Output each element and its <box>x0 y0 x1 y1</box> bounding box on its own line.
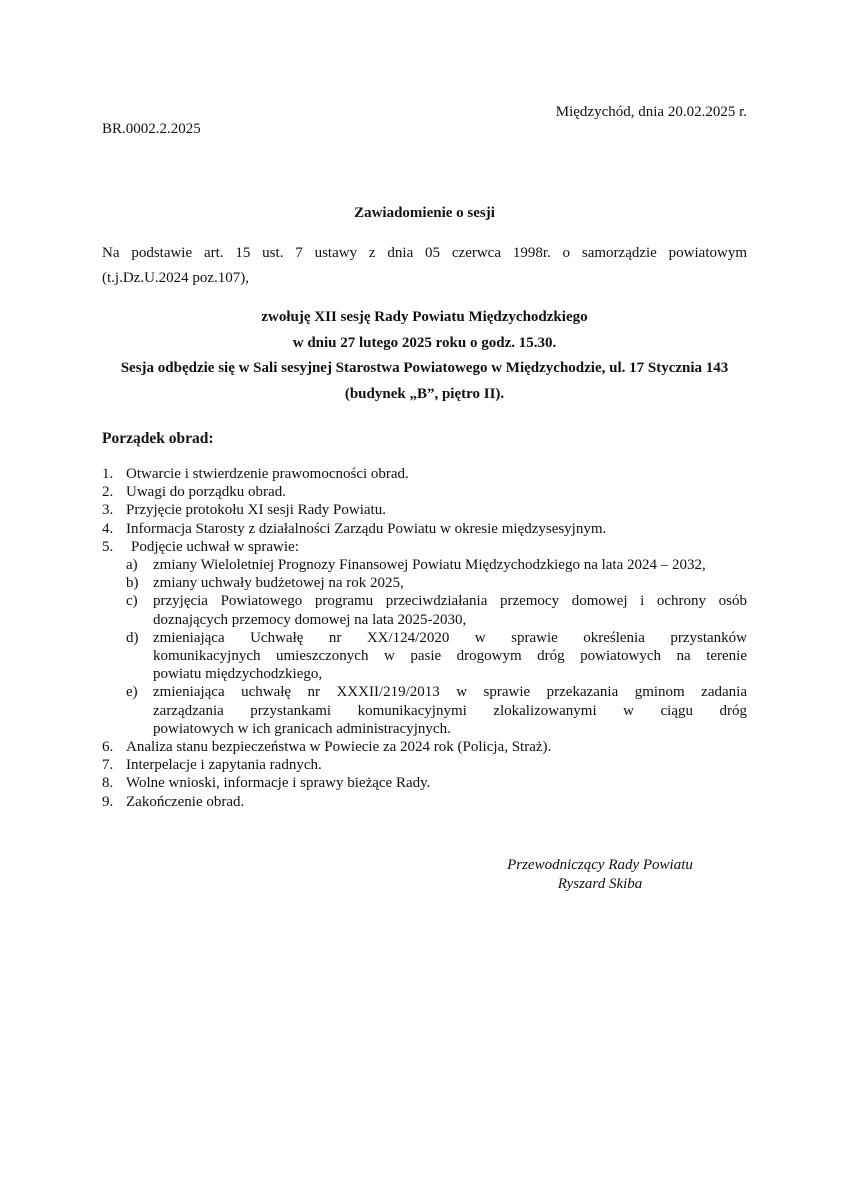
agenda-item <box>102 538 747 738</box>
legal-basis-line: Na podstawie art. 15 ust. 7 ustawy z dnia 05 czerwca 1998r. o samorządzie powiatowym <box>102 245 747 261</box>
agenda-item-number: 8. <box>102 775 114 792</box>
agenda-heading: Porządek obrad: <box>102 430 214 447</box>
session-convocation <box>60 305 789 407</box>
agenda-item-text: Analiza stanu bezpieczeństwa w Powiecie za 2024 rok (Policja, Straż). <box>126 739 552 756</box>
resolution-subitem <box>126 629 747 684</box>
subitem-letter: c) <box>126 593 138 610</box>
agenda-item <box>102 520 747 538</box>
resolution-subitem <box>126 574 747 592</box>
signatory-role: Przewodniczący Rady Powiatu <box>507 857 693 873</box>
subitem-text: zarządzania przystankami komunikacyjnymi zlokalizowanymi w ciągu dróg <box>153 702 747 719</box>
agenda-item-number: 4. <box>102 520 114 537</box>
subitem-text: zmieniająca uchwałę nr XXXII/219/2013 w sprawie przekazania gminom zadania <box>153 684 747 701</box>
agenda-item-number: 1. <box>102 466 114 482</box>
agenda-item <box>102 738 747 756</box>
agenda-item-number: 7. <box>102 757 114 774</box>
agenda-list <box>102 465 747 811</box>
place-and-date: Międzychód, dnia 20.02.2025 r. <box>555 104 747 120</box>
resolutions-sublist <box>126 556 747 738</box>
agenda-item-number: 6. <box>102 739 114 756</box>
agenda-item <box>102 756 747 774</box>
agenda-item <box>102 465 747 483</box>
agenda-item-text: Podjęcie uchwał w sprawie: <box>131 538 299 555</box>
agenda-item <box>102 483 747 501</box>
subitem-text: zmiany Wieloletniej Prognozy Finansowej Powiatu Międzychodzkiego na lata 2024 – 2032, <box>153 557 706 574</box>
document-title: Zawiadomienie o sesji <box>354 205 495 221</box>
subitem-text: komunikacyjnych umieszczonych w pasie drogowym dróg powiatowych na terenie <box>153 648 747 665</box>
agenda-item-number: 2. <box>102 484 114 501</box>
agenda-item <box>102 501 747 519</box>
subitem-letter: b) <box>126 575 139 592</box>
agenda-item-text: Zakończenie obrad. <box>126 793 245 810</box>
agenda-item-text: Otwarcie i stwierdzenie prawomocności obrad. <box>126 466 409 482</box>
subitem-text: powiatowych w ich granicach administracyjnych. <box>153 720 451 737</box>
agenda-item-text: Interpelacje i zapytania radnych. <box>126 757 322 774</box>
agenda-item <box>102 774 747 792</box>
subitem-text: przyjęcia Powiatowego programu przeciwdziałania przemocy domowej i ochrony osób <box>153 593 747 610</box>
agenda-item-text: Uwagi do porządku obrad. <box>126 484 286 501</box>
resolution-subitem <box>126 592 747 628</box>
resolution-subitem <box>126 683 747 738</box>
agenda-item-text: Przyjęcie protokołu XI sesji Rady Powiatu. <box>126 502 386 519</box>
session-venue-line: Sesja odbędzie się w Sali sesyjnej Starostwa Powiatowego w Międzychodzie, ul. 17 Stycznia 143 <box>120 360 729 376</box>
convocation-line: zwołuję XII sesję Rady Powiatu Międzychodzkiego <box>261 309 588 325</box>
reference-number: BR.0002.2.2025 <box>102 121 201 137</box>
subitem-text: zmiany uchwały budżetowej na rok 2025, <box>153 575 404 592</box>
session-date-line: w dniu 27 lutego 2025 roku o godz. 15.30. <box>292 334 557 351</box>
legal-basis-paragraph <box>102 241 747 291</box>
subitem-text: powiatu międzychodzkiego, <box>153 666 323 683</box>
agenda-item-text: Informacja Starosty z działalności Zarządu Powiatu w okresie międzysesyjnym. <box>126 520 607 537</box>
agenda-item-number: 3. <box>102 502 114 519</box>
session-building-line: (budynek „B”, piętro II). <box>344 385 505 402</box>
signatory-name: Ryszard Skiba <box>557 876 643 892</box>
signature-block <box>470 856 730 894</box>
agenda-item-text: Wolne wnioski, informacje i sprawy bieżące Rady. <box>126 775 431 792</box>
agenda-item <box>102 793 747 811</box>
legal-basis-line: (t.j.Dz.U.2024 poz.107), <box>102 270 250 286</box>
resolution-subitem <box>126 556 747 574</box>
agenda-item-number: 9. <box>102 793 114 810</box>
agenda-item-number: 5. <box>102 538 114 555</box>
subitem-letter: e) <box>126 684 138 701</box>
subitem-letter: a) <box>126 557 138 574</box>
subitem-text: doznających przemocy domowej na lata 2025-2030, <box>153 611 467 628</box>
subitem-letter: d) <box>126 629 139 646</box>
subitem-text: zmieniająca Uchwałę nr XX/124/2020 w sprawie określenia przystanków <box>153 629 747 646</box>
